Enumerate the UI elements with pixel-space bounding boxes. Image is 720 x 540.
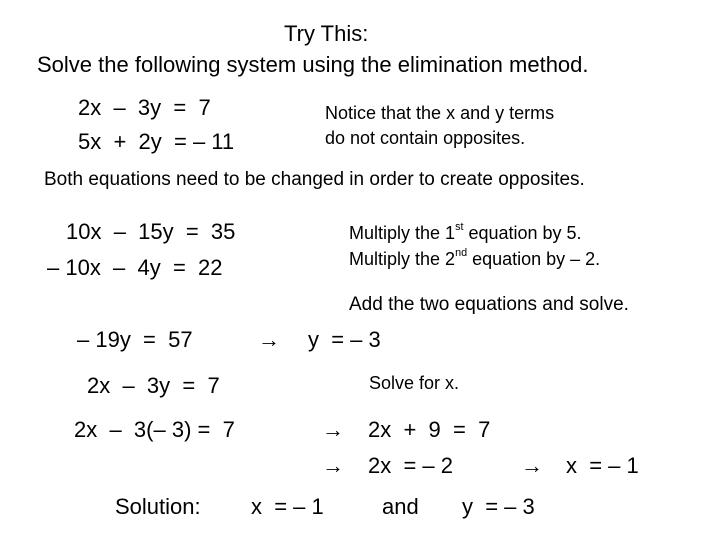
- x-value: x = – 1: [566, 453, 639, 478]
- arrow-icon: →: [322, 417, 344, 442]
- scaled-equation-2: – 10x – 4y = 22: [47, 255, 223, 280]
- add-equations-note: Add the two equations and solve.: [349, 294, 629, 315]
- both-equations-note: Both equations need to be changed in order to create opposites.: [44, 169, 585, 190]
- multiply-note-1: Multiply the 1st equation by 5.: [349, 221, 582, 243]
- arrow-icon: →: [258, 327, 280, 352]
- system-equation-1: 2x – 3y = 7: [78, 95, 211, 120]
- substituted-equation: 2x – 3(– 3) = 7: [74, 417, 235, 442]
- solution-label: Solution:: [115, 494, 201, 519]
- slide-title: Try This:: [284, 21, 369, 46]
- notice-line-1: Notice that the x and y terms: [325, 103, 555, 123]
- arrow-icon: →: [322, 453, 344, 478]
- arrow-icon: →: [521, 453, 543, 478]
- solution-y: y = – 3: [462, 494, 535, 519]
- y-value: y = – 3: [308, 327, 381, 352]
- system-equation-2: 5x + 2y = – 11: [78, 129, 235, 154]
- notice-line-2: do not contain opposites.: [325, 128, 526, 148]
- solution-conjunction: and: [382, 494, 419, 519]
- original-equation: 2x – 3y = 7: [87, 373, 220, 398]
- scaled-equation-1: 10x – 15y = 35: [66, 219, 236, 244]
- sum-result: – 19y = 57: [77, 327, 193, 352]
- solve-for-x-note: Solve for x.: [369, 373, 460, 393]
- step-1-equation: 2x + 9 = 7: [368, 417, 491, 442]
- multiply-note-2: Multiply the 2nd equation by – 2.: [349, 247, 601, 269]
- instruction-text: Solve the following system using the elimination method.: [37, 52, 589, 77]
- step-2-equation: 2x = – 2: [368, 453, 454, 478]
- solution-x: x = – 1: [251, 494, 324, 519]
